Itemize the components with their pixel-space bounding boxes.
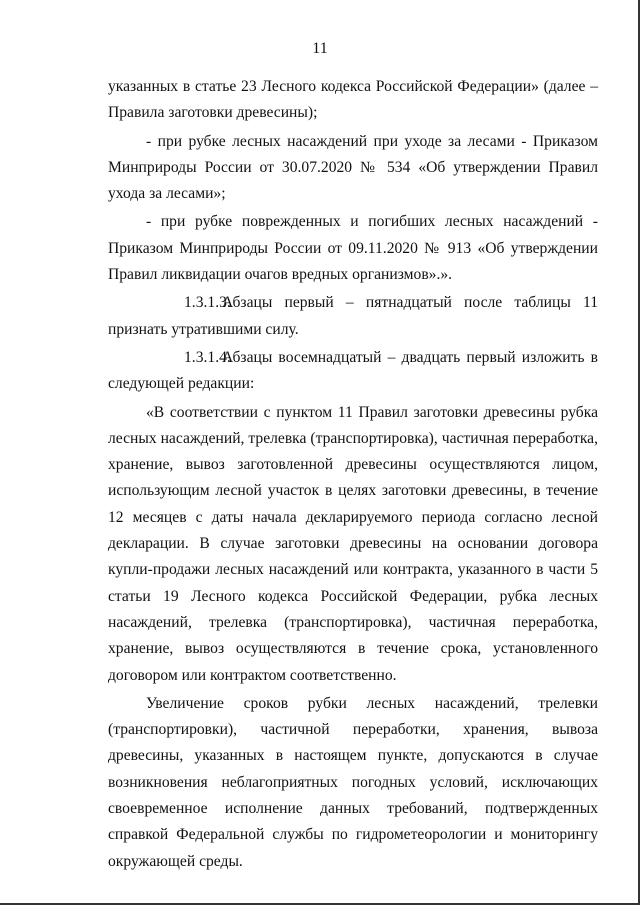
item-number: 1.3.1.4. [184, 348, 231, 366]
paragraph-text: Абзацы первый – пятнадцатый после таблицы 11 признать утратившими силу. [108, 294, 598, 338]
paragraph-quoted-rules: «В соответствии с пунктом 11 Правил заготовки древесины рубка лесных насаждений, трелевка (транспортировка), частичная переработка, хранение, вывоз заготовленной древесины осуществляются лицом, использующим лесной участок в целях заготовки древесины, в течение 12 месяцев с даты начала декларируемого периода согласно лесной декларации. В случае заготовки древесины на основании договора купли-продажи лесных насаждений или контракта, указанного в части 5 статьи 19 Лесного кодекса Российской Федерации, рубка лесных насаждений, трелевка (транспортировка), частичная переработка, хранение, вывоз осуществляются в течение срока, установленного договором или контрактом соответственно. [108, 403, 598, 684]
paragraph-text: Абзацы восемнадцатый – двадцать первый изложить в следующей редакции: [108, 348, 598, 393]
paragraph-extension: Увеличение сроков рубки лесных насаждений, трелевки (транспортировки), частичной переработки, хранения, вывоза древесины, указанных в настоящем пункте, допускаются в случае возникновения неблагоприятных погодных условий, исключающих своевременное исполнение данных требований, подтвержденных справкой Федеральной службы по гидрометеорологии и мониторингу окружающей среды. [108, 694, 598, 870]
paragraph-1-3-1-4 [108, 345, 598, 398]
paragraph-continuation: указанных в статье 23 Лесного кодекса Российской Федерации» (далее – Правила заготовки древесины); [108, 78, 598, 122]
document-body [108, 74, 598, 877]
paragraph-1-3-1-3 [108, 290, 598, 343]
paragraph-list-item-damaged: - при рубке поврежденных и погибших лесных насаждений - Приказом Минприроды России от 09.11.2020 № 913 «Об утверждении Правил ликвидации очагов вредных организмов».». [108, 213, 598, 284]
paragraph-list-item-care: - при рубке лесных насаждений при уходе за лесами - Приказом Минприроды России от 30.07.2020 № 534 «Об утверждении Правил ухода за лесами»; [108, 132, 598, 203]
item-number: 1.3.1.3. [184, 294, 231, 312]
page-number: 11 [312, 40, 328, 57]
